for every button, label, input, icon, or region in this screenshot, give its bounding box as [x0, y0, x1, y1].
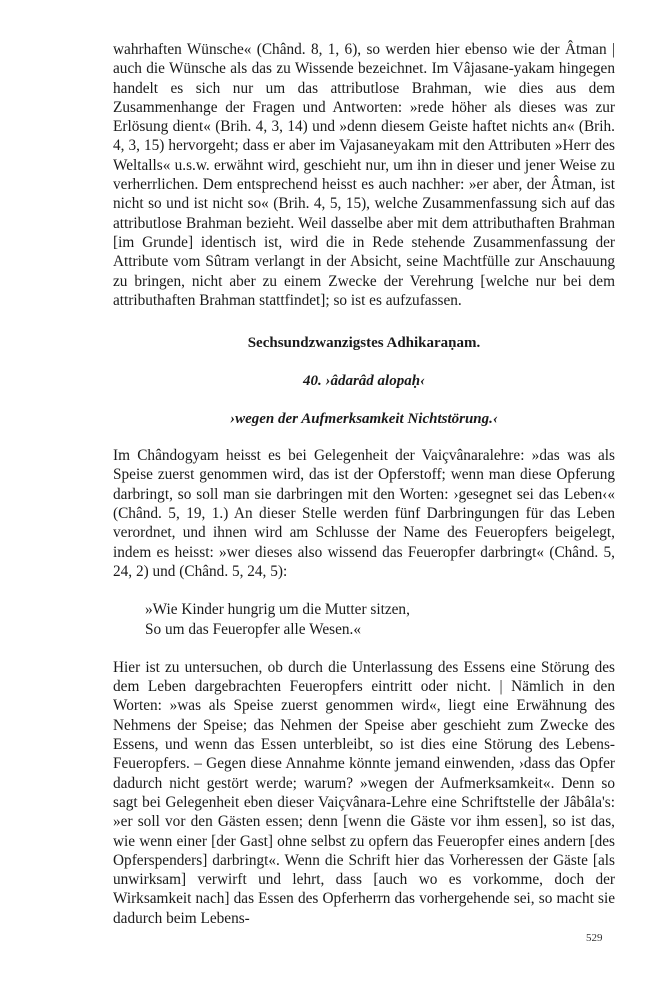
verse-line: So um das Feueropfer alle Wesen.« [145, 620, 361, 638]
second-paragraph: Im Chândogyam heisst es bei Gelegenheit der Vaiçvânaralehre: »das was als Speise zuerst genommen wird, das ist der Opferstoff; wenn man diese Opferung darbringt, so soll man sie darbringen mit den Worten: ›gesegnet sei das Leben‹« (Chând. 5, 19, 1.) An dieser Stelle werden fünf Darbringungen für das Leben verordnet, und ihnen wird am Schlusse der Name des Feueropfers beigelegt, indem es heisst: »wer dieses also wissend das Feueropfer darbringt« (Chând. 5, 24, 2) und (Chând. 5, 24, 5): [113, 447, 615, 580]
third-paragraph: Hier ist zu untersuchen, ob durch die Unterlassung des Essens eine Störung des dem Leben dargebrachten Feueropfers eintritt oder nicht. | Nämlich in den Worten: »was als Speise zuerst genommen wird«, liegt eine Erwähnung des Nehmens der Speise; das Nehmen der Speise aber geschieht zum Zwecke des Essens, und wenn das Essen unterbleibt, so ist dies eine Störung des Lebens-Feueropfers. – Gegen diese Annahme könnte jemand einwenden, ›dass das Opfer dadurch nicht gestört werde; warum? »wegen der Aufmerksamkeit«. Denn so sagt bei Gelegenheit eben dieser Vaiçvânara-Lehre eine Schriftstelle der Jâbâla's: »er soll vor den Gästen essen; denn [wenn die Gäste vor ihm essen], so ist das, wie wenn einer [der Gast] ohne selbst zu opfern das Feueropfer eines andern [des Opferspenders] darbringt«. Wenn die Schrift hier das Vorheressen der Gäste [als unwirksam] verwirft und lehrt, dass [auch wo es vorkomme, doch der Wirksamkeit nach] das Essen des Opferherrn das vorhergehende sei, so macht sie dadurch beim Lebens- [113, 658, 615, 927]
page-body [113, 40, 615, 928]
verse-quote [145, 600, 615, 639]
verse-line: »Wie Kinder hungrig um die Mutter sitzen, [145, 601, 410, 619]
top-paragraph: wahrhaften Wünsche« (Chând. 8, 1, 6), so werden hier ebenso wie der Âtman | auch die Wünsche als das zu Wissende bezeichnet. Im Vâjasane-yakam hingegen handelt es sich nur um das attributlose Brahman, wie dies aus dem Zusammenhange der Fragen und Antworten: »rede höher als dieses was zur Erlösung dient« (Brih. 4, 3, 14) und »denn diesem Geiste haftet nichts an« (Brih. 4, 3, 15) hervorgeht; dass er aber im Vajasaneyakam mit den Attributen »Herr des Weltalls« u.s.w. erwähnt wird, geschieht nur, um ihn in dieser und jener Weise zu verherrlichen. Dem entsprechend heisst es auch nachher: »er aber, der Âtman, ist nicht so und ist nicht so« (Brih. 4, 5, 15), welche Zusammenfassung sich auf das attributlose Brahman bezieht. Weil dasselbe aber mit dem attributhaften Brahman [im Grunde] identisch ist, wird die in Rede stehende Zusammenfassung der Attribute vom Sûtram verlangt in der Absicht, seine Machtfülle zur Anschauung zu bringen, nicht aber zu einem Zwecke der Verehrung [welche nur bei dem attributhaften Brahman stattfindet]; so ist es aufzufassen. [113, 41, 615, 309]
page-number: 529 [586, 932, 603, 944]
sutra-translation: ›wegen der Aufmerksamkeit Nichtstörung.‹ [230, 411, 498, 428]
section-heading: Sechsundzwanzigstes Adhikaraṇam. [247, 335, 481, 352]
sutra-heading: 40. ›âdarâd alopaḥ‹ [302, 373, 426, 390]
